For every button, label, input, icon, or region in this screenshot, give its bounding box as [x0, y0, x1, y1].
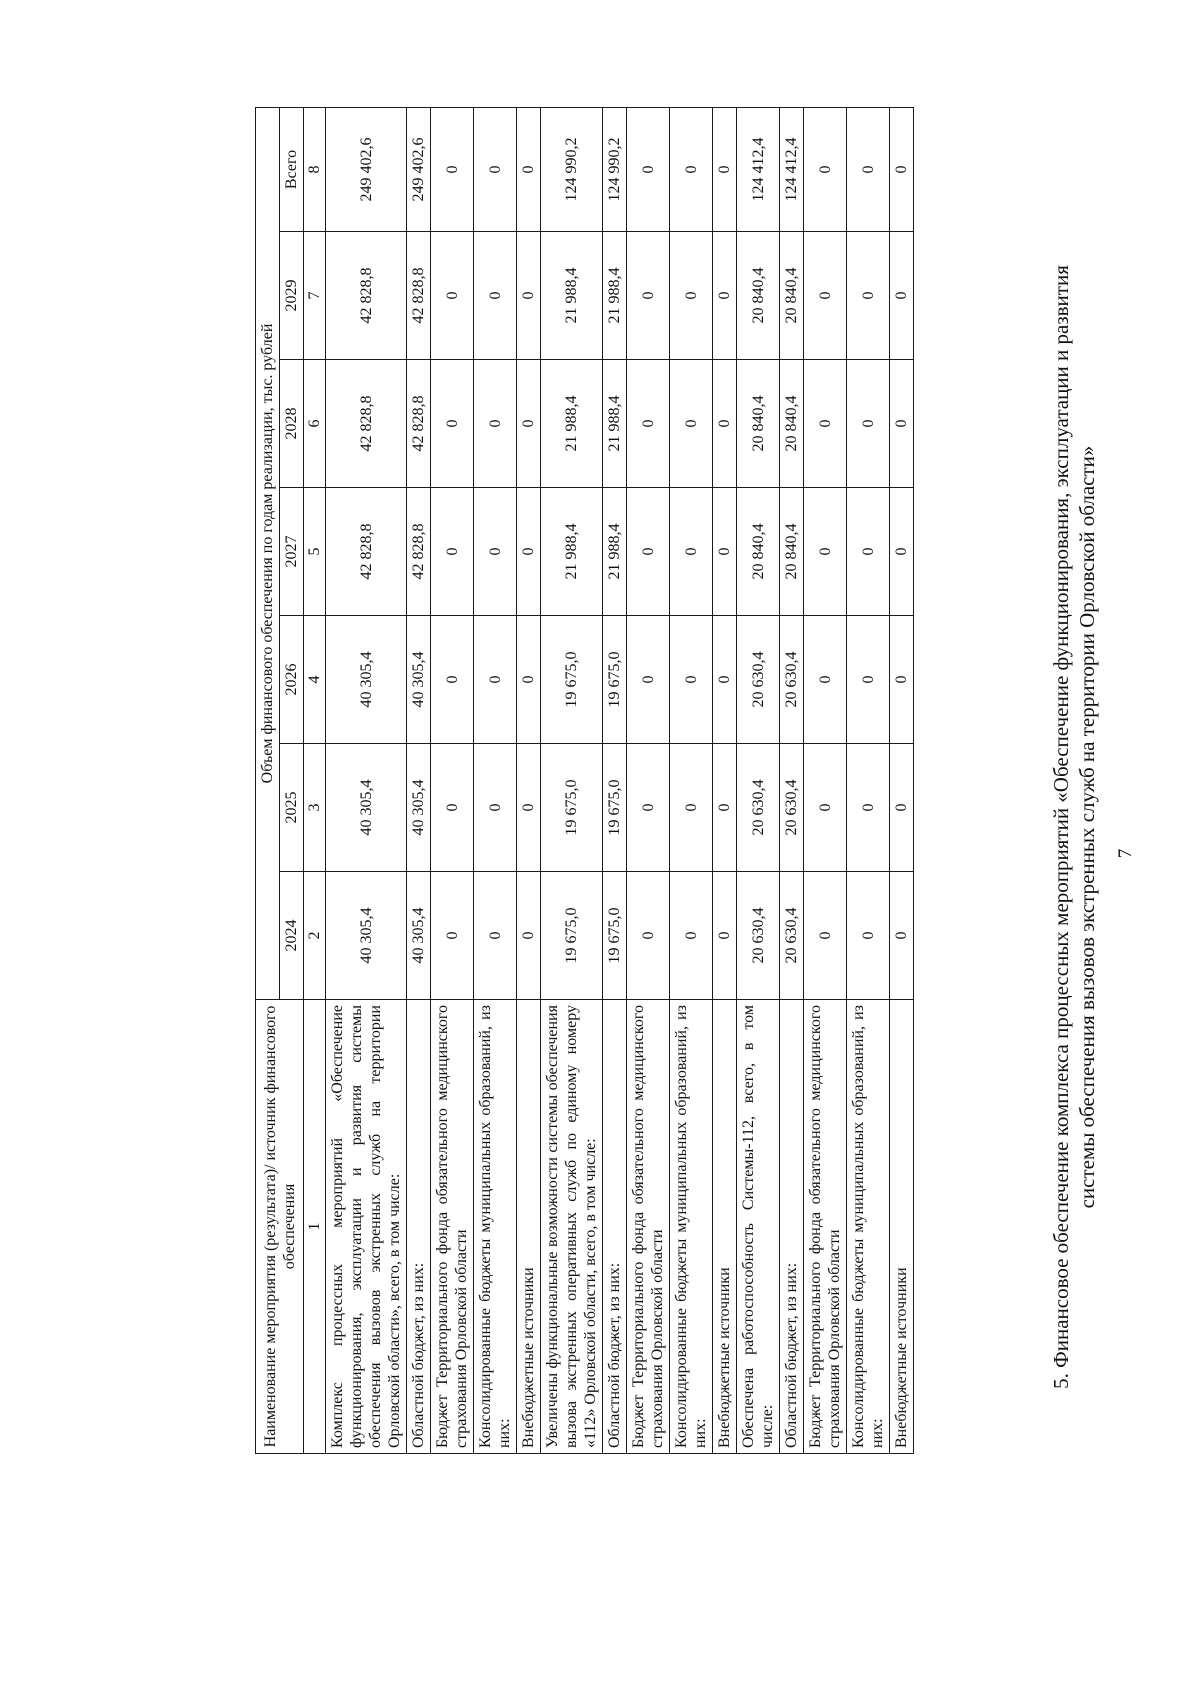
- row-value-cell: 19 675,0: [541, 744, 603, 872]
- row-total-cell: 124 990,2: [541, 107, 603, 231]
- row-total-cell: 0: [847, 107, 890, 231]
- row-value-cell: 0: [670, 488, 713, 616]
- table-row: [517, 107, 541, 1453]
- row-value-cell: 0: [890, 872, 914, 1000]
- column-number-cell: 1: [304, 1000, 326, 1454]
- row-name-cell: Областной бюджет, из них:: [780, 1000, 804, 1454]
- row-value-cell: 20 630,4: [780, 744, 804, 872]
- section-heading: [1048, 187, 1100, 1467]
- row-name-cell: Консолидированные бюджеты муниципальных образований, из них:: [670, 1000, 713, 1454]
- table-row: [326, 107, 407, 1453]
- row-value-cell: 0: [713, 872, 737, 1000]
- row-value-cell: 0: [804, 360, 847, 488]
- row-value-cell: 0: [847, 744, 890, 872]
- row-total-cell: 0: [517, 107, 541, 231]
- row-total-cell: 0: [627, 107, 670, 231]
- row-value-cell: 20 840,4: [780, 488, 804, 616]
- row-total-cell: 0: [670, 107, 713, 231]
- table-row: [474, 107, 517, 1453]
- year-header-cell: 2026: [280, 616, 304, 744]
- row-value-cell: 0: [517, 232, 541, 360]
- row-value-cell: 0: [890, 744, 914, 872]
- row-value-cell: 0: [804, 616, 847, 744]
- column-number-cell: 6: [304, 360, 326, 488]
- row-value-cell: 40 305,4: [407, 744, 431, 872]
- row-name-cell: Консолидированные бюджеты муниципальных образований, из них:: [474, 1000, 517, 1454]
- row-value-cell: 0: [804, 872, 847, 1000]
- column-numbers-row: [304, 107, 326, 1453]
- row-value-cell: 0: [804, 744, 847, 872]
- row-name-cell: Внебюджетные источники: [890, 1000, 914, 1454]
- row-value-cell: 0: [670, 616, 713, 744]
- row-value-cell: 21 988,4: [603, 360, 627, 488]
- row-value-cell: 0: [431, 232, 474, 360]
- row-value-cell: 40 305,4: [407, 872, 431, 1000]
- column-number-cell: 8: [304, 107, 326, 231]
- row-value-cell: 0: [627, 488, 670, 616]
- row-value-cell: 40 305,4: [326, 744, 407, 872]
- table-row: [431, 107, 474, 1453]
- row-value-cell: 40 305,4: [407, 616, 431, 744]
- row-name-cell: Бюджет Территориального фонда обязательного медицинского страхования Орловской области: [431, 1000, 474, 1454]
- row-value-cell: 0: [431, 488, 474, 616]
- row-value-cell: 0: [713, 360, 737, 488]
- row-value-cell: 20 630,4: [780, 616, 804, 744]
- row-value-cell: 40 305,4: [326, 872, 407, 1000]
- row-value-cell: 0: [713, 616, 737, 744]
- header-name-cell: Наименование мероприятия (результата)/ источник финансового обеспечения: [256, 1000, 304, 1454]
- row-value-cell: 42 828,8: [407, 232, 431, 360]
- row-value-cell: 20 630,4: [737, 744, 780, 872]
- row-value-cell: 0: [890, 488, 914, 616]
- row-name-cell: Внебюджетные источники: [713, 1000, 737, 1454]
- row-value-cell: 20 630,4: [737, 616, 780, 744]
- row-total-cell: 124 412,4: [737, 107, 780, 231]
- row-value-cell: 42 828,8: [326, 232, 407, 360]
- column-number-cell: 7: [304, 232, 326, 360]
- row-value-cell: 0: [627, 232, 670, 360]
- table-row: [627, 107, 670, 1453]
- row-name-cell: Областной бюджет, из них:: [603, 1000, 627, 1454]
- row-value-cell: 0: [474, 744, 517, 872]
- row-value-cell: 20 630,4: [737, 872, 780, 1000]
- row-value-cell: 0: [474, 872, 517, 1000]
- row-value-cell: 20 840,4: [737, 360, 780, 488]
- table-row: [603, 107, 627, 1453]
- row-value-cell: 20 840,4: [780, 232, 804, 360]
- row-value-cell: 0: [847, 360, 890, 488]
- row-value-cell: 20 840,4: [737, 488, 780, 616]
- row-value-cell: 42 828,8: [407, 360, 431, 488]
- row-total-cell: 124 990,2: [603, 107, 627, 231]
- row-value-cell: 0: [517, 616, 541, 744]
- row-name-cell: Увеличены функциональные возможности системы обеспечения вызова экстренных оперативных служб по единому номеру «112» Орловской области, всего, в том числе:: [541, 1000, 603, 1454]
- row-name-cell: Областной бюджет, из них:: [407, 1000, 431, 1454]
- row-value-cell: 21 988,4: [603, 232, 627, 360]
- row-value-cell: 42 828,8: [407, 488, 431, 616]
- row-value-cell: 21 988,4: [541, 488, 603, 616]
- row-value-cell: 0: [431, 872, 474, 1000]
- row-value-cell: 0: [474, 616, 517, 744]
- table-row: [407, 107, 431, 1453]
- row-name-cell: Внебюджетные источники: [517, 1000, 541, 1454]
- row-value-cell: 0: [517, 488, 541, 616]
- section-heading-line-1: 5. Финансовое обеспечение комплекса процессных мероприятий «Обеспечение функционирования, эксплуатации и развития: [1049, 265, 1073, 1389]
- column-number-cell: 2: [304, 872, 326, 1000]
- row-value-cell: 19 675,0: [603, 872, 627, 1000]
- row-value-cell: 0: [431, 616, 474, 744]
- year-header-cell: 2027: [280, 488, 304, 616]
- row-value-cell: 0: [431, 360, 474, 488]
- row-total-cell: 0: [474, 107, 517, 231]
- row-value-cell: 20 630,4: [780, 872, 804, 1000]
- table-row: [847, 107, 890, 1453]
- row-value-cell: 20 840,4: [737, 232, 780, 360]
- year-header-cell: 2028: [280, 360, 304, 488]
- total-header-cell: Всего: [280, 107, 304, 231]
- row-value-cell: 0: [517, 360, 541, 488]
- row-value-cell: 0: [890, 616, 914, 744]
- row-value-cell: 0: [431, 744, 474, 872]
- row-value-cell: 0: [670, 360, 713, 488]
- row-value-cell: 0: [847, 232, 890, 360]
- row-value-cell: 0: [670, 744, 713, 872]
- row-value-cell: 20 840,4: [780, 360, 804, 488]
- row-value-cell: 0: [670, 872, 713, 1000]
- row-value-cell: 0: [474, 360, 517, 488]
- row-value-cell: 0: [627, 616, 670, 744]
- column-number-cell: 5: [304, 488, 326, 616]
- table-header-row: [256, 107, 280, 1453]
- row-value-cell: 21 988,4: [541, 360, 603, 488]
- row-value-cell: 0: [713, 488, 737, 616]
- row-name-cell: Обеспечена работоспособность Системы-112, всего, в том числе:: [737, 1000, 780, 1454]
- row-value-cell: 0: [670, 232, 713, 360]
- year-header-cell: 2024: [280, 872, 304, 1000]
- table-body: [326, 107, 914, 1453]
- table-row: [670, 107, 713, 1453]
- table-row: [804, 107, 847, 1453]
- row-value-cell: 42 828,8: [326, 488, 407, 616]
- row-value-cell: 0: [517, 744, 541, 872]
- year-header-cell: 2029: [280, 232, 304, 360]
- row-value-cell: 21 988,4: [541, 232, 603, 360]
- row-name-cell: Бюджет Территориального фонда обязательного медицинского страхования Орловской области: [627, 1000, 670, 1454]
- table-row: [737, 107, 780, 1453]
- table-row: [780, 107, 804, 1453]
- row-value-cell: 0: [474, 232, 517, 360]
- row-value-cell: 0: [890, 232, 914, 360]
- row-value-cell: 0: [627, 744, 670, 872]
- page-number: 7: [1115, 848, 1136, 859]
- header-volume-cell: Объем финансового обеспечения по годам реализации, тыс. рублей: [256, 107, 280, 999]
- year-header-cell: 2025: [280, 744, 304, 872]
- table-row: [890, 107, 914, 1453]
- row-total-cell: 249 402,6: [326, 107, 407, 231]
- row-total-cell: 0: [713, 107, 737, 231]
- row-value-cell: 0: [847, 872, 890, 1000]
- row-value-cell: 0: [627, 872, 670, 1000]
- row-value-cell: 0: [713, 232, 737, 360]
- row-value-cell: 19 675,0: [603, 744, 627, 872]
- row-value-cell: 0: [517, 872, 541, 1000]
- row-value-cell: 21 988,4: [603, 488, 627, 616]
- row-value-cell: 0: [474, 488, 517, 616]
- row-value-cell: 0: [804, 488, 847, 616]
- row-total-cell: 0: [431, 107, 474, 231]
- row-value-cell: 0: [627, 360, 670, 488]
- row-value-cell: 42 828,8: [326, 360, 407, 488]
- row-total-cell: 249 402,6: [407, 107, 431, 231]
- row-total-cell: 0: [890, 107, 914, 231]
- row-value-cell: 0: [890, 360, 914, 488]
- row-name-cell: Комплекс процессных мероприятий «Обеспечение функционирования, эксплуатации и развития системы обеспечения вызовов экстренных служб на территории Орловской области», всего, в том числе:: [326, 1000, 407, 1454]
- column-number-cell: 4: [304, 616, 326, 744]
- row-value-cell: 19 675,0: [541, 872, 603, 1000]
- financing-table: [255, 107, 914, 1454]
- row-value-cell: 0: [847, 488, 890, 616]
- row-value-cell: 40 305,4: [326, 616, 407, 744]
- row-total-cell: 0: [804, 107, 847, 231]
- row-value-cell: 0: [847, 616, 890, 744]
- table-row: [541, 107, 603, 1453]
- row-value-cell: 19 675,0: [603, 616, 627, 744]
- row-value-cell: 0: [804, 232, 847, 360]
- column-number-cell: 3: [304, 744, 326, 872]
- row-value-cell: 19 675,0: [541, 616, 603, 744]
- table-row: [713, 107, 737, 1453]
- row-value-cell: 0: [713, 744, 737, 872]
- row-name-cell: Бюджет Территориального фонда обязательного медицинского страхования Орловской области: [804, 1000, 847, 1454]
- row-name-cell: Консолидированные бюджеты муниципальных образований, из них:: [847, 1000, 890, 1454]
- section-heading-line-2: системы обеспечения вызовов экстренных служб на территории Орловской области»: [1075, 445, 1099, 1209]
- row-total-cell: 124 412,4: [780, 107, 804, 231]
